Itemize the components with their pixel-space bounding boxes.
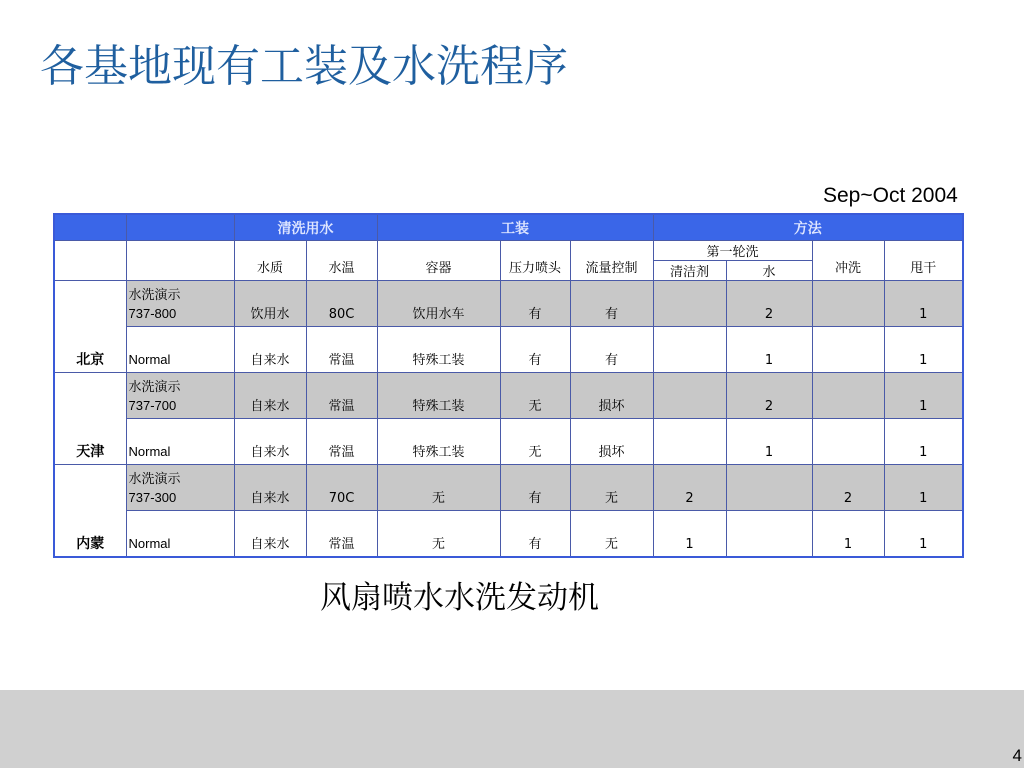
cell-water — [726, 465, 812, 511]
cell-detergent: 1 — [653, 511, 726, 558]
table-row — [54, 465, 963, 511]
cell-rinse: 2 — [812, 465, 884, 511]
row-name: Normal — [126, 511, 234, 558]
cell-quality: 自来水 — [234, 419, 306, 465]
cell-detergent — [653, 419, 726, 465]
cell-container: 饮用水车 — [377, 281, 500, 327]
header-row-groups — [54, 214, 963, 241]
header-empty-1 — [54, 214, 126, 241]
row-name-line2: 737-700 — [128, 398, 177, 413]
cell-water: 2 — [726, 373, 812, 419]
row-name: Normal — [126, 327, 234, 373]
header-detergent: 清洁剂 — [653, 261, 726, 281]
header-dry: 甩干 — [884, 241, 963, 281]
cell-quality: 自来水 — [234, 373, 306, 419]
cell-flow: 有 — [570, 281, 653, 327]
table-row — [54, 373, 963, 419]
cell-detergent — [653, 281, 726, 327]
cell-temp: 70C — [306, 465, 377, 511]
cell-water: 2 — [726, 281, 812, 327]
cell-flow: 无 — [570, 511, 653, 558]
site-cell: 北京 — [54, 281, 126, 373]
cell-temp: 常温 — [306, 419, 377, 465]
cell-rinse — [812, 419, 884, 465]
cell-quality: 自来水 — [234, 511, 306, 558]
site-cell: 天津 — [54, 373, 126, 465]
page-number: 4 — [1012, 746, 1022, 765]
cell-dry: 1 — [884, 327, 963, 373]
wash-procedure-table — [53, 213, 964, 558]
header-rinse: 冲洗 — [812, 241, 884, 281]
table-row — [54, 327, 963, 373]
header-blank-a — [54, 241, 126, 281]
header-blank-b — [126, 241, 234, 281]
cell-nozzle: 有 — [500, 281, 570, 327]
row-name-line1: 水洗演示 — [128, 379, 181, 394]
cell-water: 1 — [726, 419, 812, 465]
cell-nozzle: 有 — [500, 327, 570, 373]
table-row — [54, 281, 963, 327]
cell-flow: 无 — [570, 465, 653, 511]
cell-flow: 有 — [570, 327, 653, 373]
cell-water: 1 — [726, 327, 812, 373]
cell-detergent — [653, 373, 726, 419]
cell-flow: 损坏 — [570, 373, 653, 419]
cell-nozzle: 无 — [500, 419, 570, 465]
row-name-line1: 水洗演示 — [128, 471, 181, 486]
cell-container: 特殊工装 — [377, 327, 500, 373]
row-name-line2: 737-300 — [128, 490, 177, 505]
header-water: 水 — [726, 261, 812, 281]
cell-nozzle: 有 — [500, 465, 570, 511]
header-container: 容器 — [377, 241, 500, 281]
date-label: Sep~Oct 2004 — [823, 184, 958, 207]
row-name-line1: 水洗演示 — [128, 287, 181, 302]
header-water-group: 清洗用水 — [234, 214, 377, 241]
cell-quality: 自来水 — [234, 327, 306, 373]
cell-temp: 80C — [306, 281, 377, 327]
header-first-wash: 第一轮洗 — [653, 241, 812, 261]
cell-flow: 损坏 — [570, 419, 653, 465]
header-equipment-group: 工装 — [377, 214, 653, 241]
header-empty-2 — [126, 214, 234, 241]
cell-container: 无 — [377, 511, 500, 558]
row-name — [126, 465, 234, 511]
header-nozzle: 压力喷头 — [500, 241, 570, 281]
cell-temp: 常温 — [306, 511, 377, 558]
cell-detergent: 2 — [653, 465, 726, 511]
cell-rinse — [812, 281, 884, 327]
table-row — [54, 511, 963, 558]
row-name-line2: 737-800 — [128, 306, 177, 321]
slide-subtitle: 风扇喷水水洗发动机 — [320, 580, 599, 616]
footer-bar — [0, 690, 1024, 768]
cell-dry: 1 — [884, 465, 963, 511]
cell-quality: 饮用水 — [234, 281, 306, 327]
row-name — [126, 281, 234, 327]
cell-dry: 1 — [884, 281, 963, 327]
cell-container: 特殊工装 — [377, 373, 500, 419]
cell-rinse — [812, 327, 884, 373]
header-method-group: 方法 — [653, 214, 963, 241]
cell-dry: 1 — [884, 419, 963, 465]
slide-title: 各基地现有工装及水洗程序 — [40, 41, 568, 92]
cell-dry: 1 — [884, 373, 963, 419]
cell-rinse: 1 — [812, 511, 884, 558]
cell-temp: 常温 — [306, 327, 377, 373]
cell-dry: 1 — [884, 511, 963, 558]
cell-detergent — [653, 327, 726, 373]
row-name — [126, 373, 234, 419]
table-row — [54, 419, 963, 465]
cell-nozzle: 无 — [500, 373, 570, 419]
header-flow: 流量控制 — [570, 241, 653, 281]
cell-container: 特殊工装 — [377, 419, 500, 465]
cell-rinse — [812, 373, 884, 419]
cell-nozzle: 有 — [500, 511, 570, 558]
row-name: Normal — [126, 419, 234, 465]
cell-temp: 常温 — [306, 373, 377, 419]
header-row-sub — [54, 241, 963, 261]
cell-quality: 自来水 — [234, 465, 306, 511]
header-quality: 水质 — [234, 241, 306, 281]
cell-container: 无 — [377, 465, 500, 511]
cell-water — [726, 511, 812, 558]
site-cell: 内蒙 — [54, 465, 126, 558]
header-temp: 水温 — [306, 241, 377, 281]
